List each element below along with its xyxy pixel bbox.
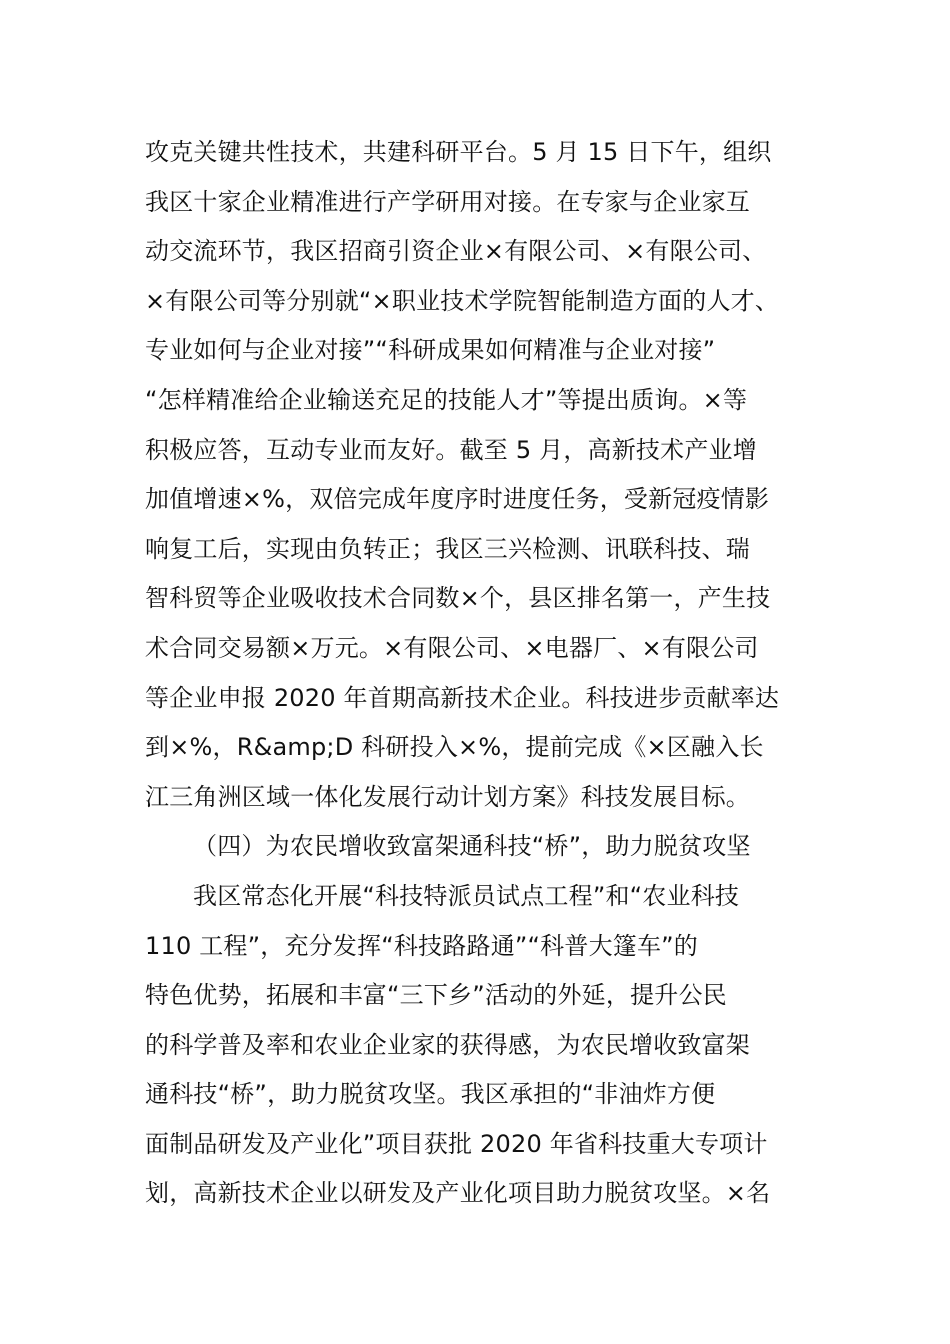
text-line: 通科技“桥”，助力脱贫攻坚。我区承担的“非油炸方便 <box>145 1080 716 1109</box>
text-line: “怎样精准给企业输送充足的技能人才”等提出质询。×等 <box>145 385 748 414</box>
text-line: 江三角洲区域一体化发展行动计划方案》科技发展目标。 <box>145 782 750 811</box>
text-line: ×有限公司等分别就“×职业技术学院智能制造方面的人才、 <box>145 286 780 315</box>
text-line: 的科学普及率和农业企业家的获得感，为农民增收致富架 <box>145 1030 750 1059</box>
text-line: 术合同交易额×万元。×有限公司、×电器厂、×有限公司 <box>145 633 759 662</box>
section-heading: （四）为农民增收致富架通科技“桥”，助力脱贫攻坚 <box>193 832 751 861</box>
text-line: 智科贸等企业吸收技术合同数×个，县区排名第一，产生技 <box>145 584 771 613</box>
body-text <box>145 128 905 1219</box>
text-line: 攻克关键共性技术，共建科研平台。5 月 15 日下午，组织 <box>145 138 772 166</box>
text-line: 110 工程”，充分发挥“科技路路通”“科普大篷车”的 <box>145 931 699 960</box>
text-line: 到×%，R&amp;D 科研投入×%，提前完成《×区融入长 <box>145 733 764 762</box>
text-line: 等企业申报 2020 年首期高新技术企业。科技进步贡献率达 <box>145 683 780 712</box>
text-line: 划，高新技术企业以研发及产业化项目助力脱贫攻坚。×名 <box>145 1179 771 1208</box>
text-line: 专业如何与企业对接”“科研成果如何精准与企业对接” <box>145 336 716 365</box>
text-line: 响复工后，实现由负转正；我区三兴检测、讯联科技、瑞 <box>145 534 750 563</box>
text-line: 积极应答，互动专业而友好。截至 5 月，高新技术产业增 <box>145 435 757 464</box>
paragraph-first-line: 我区常态化开展“科技特派员试点工程”和“农业科技 <box>193 881 740 910</box>
text-line: 面制品研发及产业化”项目获批 2020 年省科技重大专项计 <box>145 1129 768 1158</box>
text-line: 加值增速×%，双倍完成年度序时进度任务，受新冠疫情影 <box>145 485 770 514</box>
text-line: 动交流环节，我区招商引资企业×有限公司、×有限公司、 <box>145 237 767 266</box>
text-line: 特色优势，拓展和丰富“三下乡”活动的外延，提升公民 <box>145 981 727 1010</box>
text-line: 我区十家企业精准进行产学研用对接。在专家与企业家互 <box>145 187 750 216</box>
